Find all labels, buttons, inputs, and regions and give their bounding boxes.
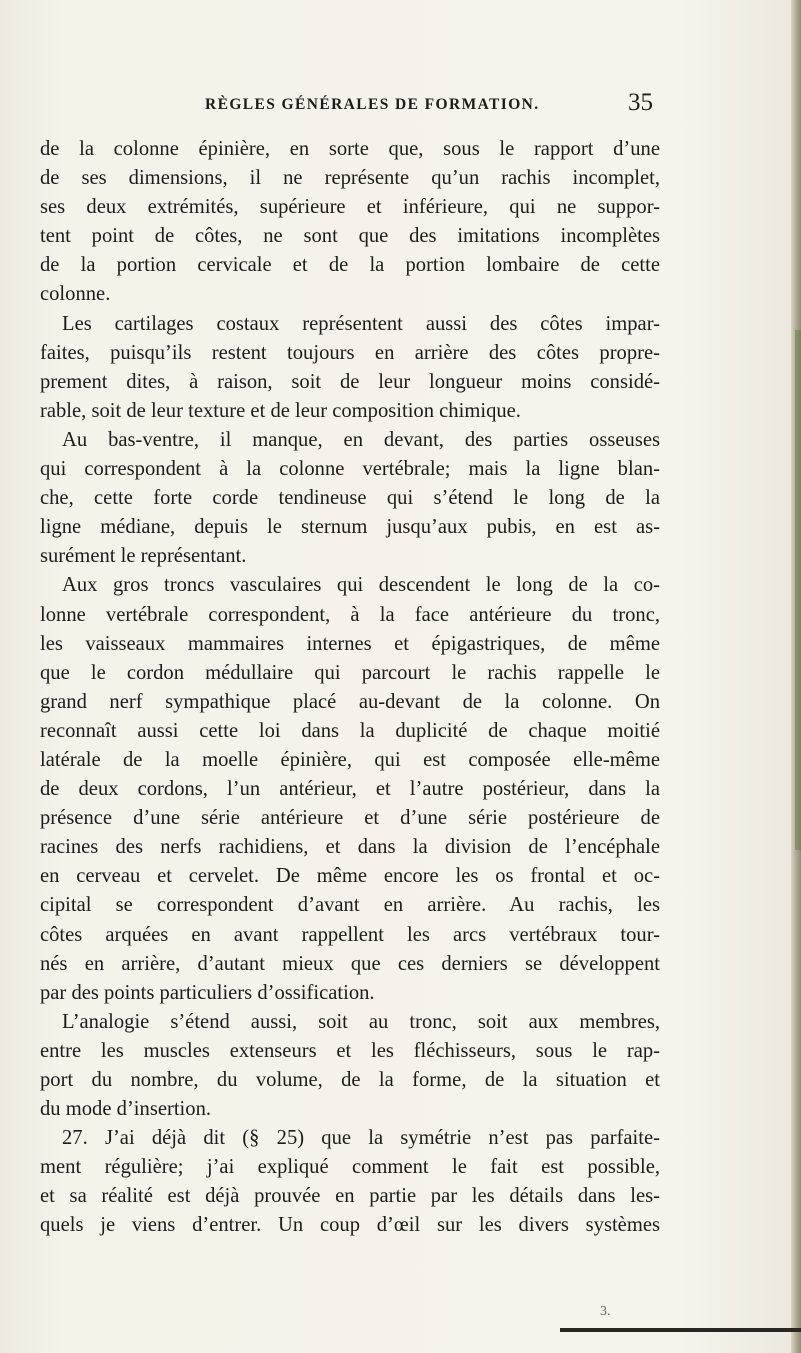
- text-line: L’analogie s’étend aussi, soit au tronc, soit aux membres,: [62, 1010, 660, 1033]
- text-line: Aux gros troncs vasculaires qui descendent le long de la co-: [62, 574, 660, 597]
- page-number: 35: [628, 89, 653, 116]
- text-line: présence d’une série antérieure et d’une série postérieure de: [40, 807, 660, 830]
- text-line: surément le représentant.: [40, 545, 247, 568]
- text-line: ment régulière; j’ai expliqué comment le fait est possible,: [40, 1156, 660, 1179]
- text-line: prement dites, à raison, soit de leur longueur moins considé-: [40, 370, 660, 393]
- text-line: rable, soit de leur texture et de leur composition chimique.: [40, 399, 521, 422]
- signature-mark: 3.: [600, 1304, 611, 1319]
- text-line: latérale de la moelle épinière, qui est composée elle-même: [40, 748, 660, 771]
- text-line: entre les muscles extenseurs et les fléchisseurs, sous le rap-: [40, 1039, 660, 1062]
- text-line: de la colonne épinière, en sorte que, sous le rapport d’une: [40, 138, 660, 160]
- text-line: les vaisseaux mammaires internes et épigastriques, de même: [40, 632, 660, 655]
- text-line: che, cette forte corde tendineuse qui s’étend le long de la: [40, 487, 660, 510]
- text-line: ligne médiane, depuis le sternum jusqu’aux pubis, en est as-: [40, 516, 660, 539]
- text-line: tent point de côtes, ne sont que des imitations incomplètes: [40, 225, 660, 248]
- text-line: cipital se correspondent d’avant en arrière. Au rachis, les: [40, 894, 660, 917]
- text-line: Au bas-ventre, il manque, en devant, des parties osseuses: [62, 428, 660, 451]
- text-line: faites, puisqu’ils restent toujours en arrière des côtes propre-: [40, 341, 660, 364]
- page-header: [0, 89, 801, 124]
- body-text: [40, 135, 660, 1241]
- text-line: que le cordon médullaire qui parcourt le rachis rappelle le: [40, 661, 660, 684]
- text-line: port du nombre, du volume, de la forme, de la situation et: [40, 1069, 660, 1091]
- binding-shadow: [795, 330, 801, 850]
- text-line: racines des nerfs rachidiens, et dans la division de l’encéphale: [40, 836, 660, 859]
- page-bottom-edge: [560, 1328, 801, 1332]
- text-line: du mode d’insertion.: [40, 1098, 212, 1121]
- text-line: reconnaît aussi cette loi dans la duplicité de chaque moitié: [40, 719, 660, 742]
- text-line: colonne.: [40, 283, 111, 306]
- running-head: RÈGLES GÉNÉRALES DE FORMATION.: [205, 96, 540, 113]
- text-line: côtes arquées en avant rappellent les arcs vertébraux tour-: [40, 923, 660, 946]
- text-line: quels je viens d’entrer. Un coup d’œil sur les divers systèmes: [40, 1214, 660, 1237]
- text-line: lonne vertébrale correspondent, à la face antérieure du tronc,: [40, 603, 660, 626]
- text-line: et sa réalité est déjà prouvée en partie par les détails dans les-: [40, 1185, 660, 1208]
- text-line: par des points particuliers d’ossification.: [40, 981, 375, 1004]
- text-line: 27. J’ai déjà dit (§ 25) que la symétrie n’est pas parfaite-: [62, 1127, 660, 1150]
- text-line: ses deux extrémités, supérieure et inférieure, qui ne suppor-: [40, 196, 660, 219]
- text-line: grand nerf sympathique placé au-devant de la colonne. On: [40, 690, 660, 713]
- text-line: nés en arrière, d’autant mieux que ces derniers se développent: [40, 952, 660, 975]
- text-line: de deux cordons, l’un antérieur, et l’autre postérieur, dans la: [40, 778, 660, 801]
- text-line: en cerveau et cervelet. De même encore les os frontal et oc-: [40, 865, 660, 888]
- text-line: de ses dimensions, il ne représente qu’un rachis incomplet,: [40, 167, 660, 190]
- text-line: qui correspondent à la colonne vertébrale; mais la ligne blan-: [40, 458, 660, 481]
- text-line: de la portion cervicale et de la portion lombaire de cette: [40, 254, 660, 277]
- text-line: Les cartilages costaux représentent aussi des côtes impar-: [62, 312, 660, 335]
